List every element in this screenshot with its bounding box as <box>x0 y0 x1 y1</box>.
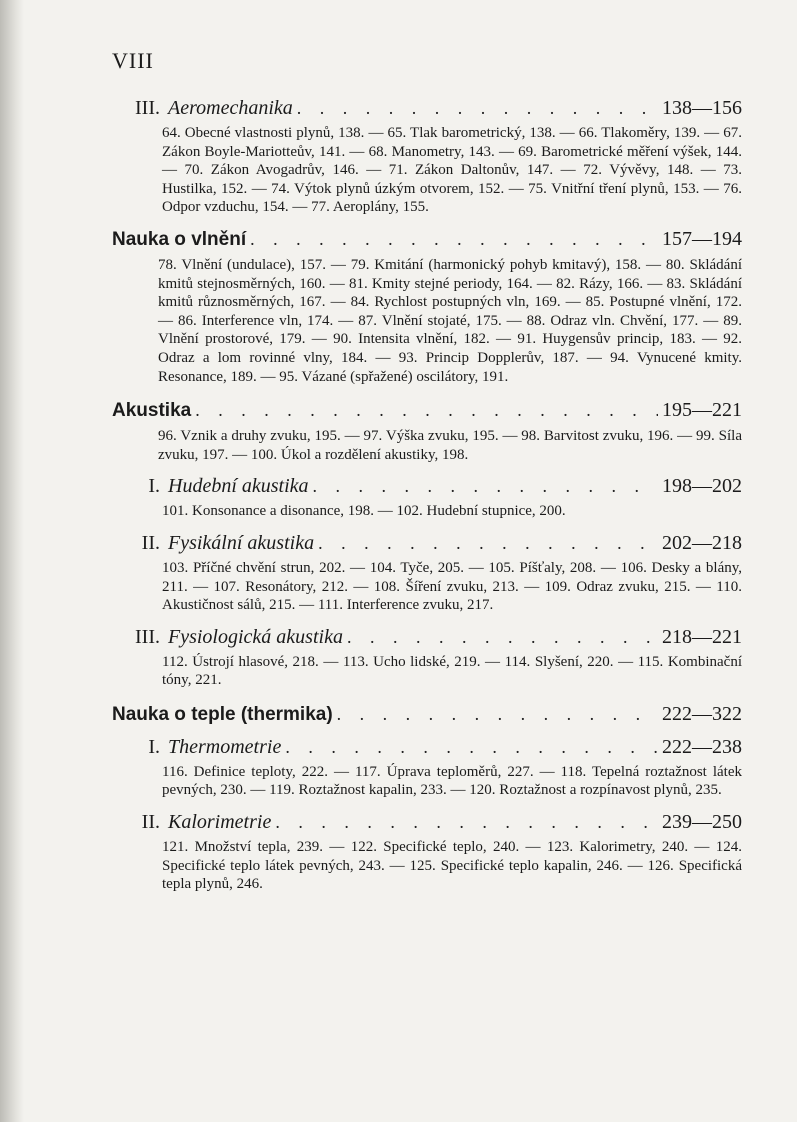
section-pages: 222—322 <box>662 702 742 725</box>
toc-heading <box>112 810 742 834</box>
toc-section-nauka-o-vlneni <box>112 227 742 386</box>
toc-heading <box>112 227 742 252</box>
toc-page <box>112 48 742 1108</box>
leader-dots <box>347 625 658 649</box>
toc-heading <box>112 702 742 727</box>
leader-dots <box>250 227 658 251</box>
leader-dots <box>285 735 658 759</box>
section-pages: 138—156 <box>662 97 742 119</box>
section-detail: 121. Množství tepla, 239. — 122. Specifické teplo, 240. — 123. Kalorimetry, 240. — 124. Specifické teplo látek pevných, 243. — 125. Specifické teplo kapalin, 246. — 126. Specifická tepla plynů, 246. <box>162 839 742 893</box>
section-roman: III. <box>135 625 160 648</box>
section-pages: 239—250 <box>662 811 742 834</box>
leader-dots <box>318 531 658 555</box>
leader-dots <box>297 96 658 120</box>
section-title: Nauka o vlnění <box>112 228 247 250</box>
section-pages: 222—238 <box>662 735 742 758</box>
page-edge-shadow <box>0 0 24 1122</box>
toc-heading <box>112 474 742 498</box>
section-roman: I. <box>148 475 160 498</box>
section-pages: 195—221 <box>662 399 742 422</box>
section-detail: 103. Příčné chvění strun, 202. — 104. Tyče, 205. — 105. Píšťaly, 208. — 106. Desky a blány, 211. — 107. Resonátory, 212. — 108. Šíření zvuku, 213. — 109. Odraz zvuku, 215. — 110. Akustičnost sálů, 215. — 111. Interference zvuku, 217. <box>162 559 742 614</box>
section-title: Kalorimetrie <box>168 811 272 834</box>
section-title: Hudební akustika <box>168 475 309 498</box>
section-title: Fysiologická akustika <box>168 625 343 648</box>
toc-heading <box>112 735 742 759</box>
toc-section-fysiologicka-akustika <box>112 625 742 690</box>
toc-section-akustika <box>112 398 742 464</box>
toc-heading <box>112 625 742 649</box>
section-roman: III. <box>135 97 160 119</box>
section-detail: 116. Definice teploty, 222. — 117. Úprava teploměrů, 227. — 118. Tepelná roztažnost látek pevných, 230. — 119. Roztažnost kapalin, 233. — 120. Roztažnost a rozpínavost plynů, 235. <box>162 763 742 799</box>
leader-dots <box>313 474 658 498</box>
section-detail: 101. Konsonance a disonance, 198. — 102. Hudební stupnice, 200. <box>162 503 566 520</box>
section-title: Akustika <box>112 400 192 422</box>
section-detail: 112. Ústrojí hlasové, 218. — 113. Ucho lidské, 219. — 114. Slyšení, 220. — 115. Kombinační tóny, 221. <box>162 653 742 689</box>
section-roman: I. <box>148 735 160 758</box>
section-title: Aeromechanika <box>168 97 293 119</box>
toc-section-hudebni-akustika <box>112 474 742 521</box>
toc-section-fysikalni-akustika <box>112 531 742 615</box>
section-pages: 218—221 <box>662 625 742 648</box>
section-detail: 78. Vlnění (undulace), 157. — 79. Kmitání (harmonický pohyb kmitavý), 158. — 80. Skládání kmitů stejnosměrných, 160. — 81. Kmity stejné periody, 164. — 82. Rázy, 166. — 83. Skládání kmitů různosměrných, 167. — 84. Rychlost postupných vln, 169. — 85. Postupné vlnění, 172. — 86. Interference vln, 174. — 87. Vlnění stojaté, 175. — 88. Odraz vln. Chvění, 177. — 89. Vlnění prostorové, 179. — 90. Intensita vlnění, 182. — 91. Huygensův princip, 183. — 92. Odraz a lom rovinné vlny, 184. — 93. Princip Dopplerův, 187. — 94. Vynucené kmity. Resonance, 189. — 95. Vázané (spřažené) oscilátory, 191. <box>158 256 742 385</box>
section-pages: 157—194 <box>662 227 742 250</box>
toc-section-kalorimetrie <box>112 810 742 894</box>
toc-section-thermometrie <box>112 735 742 800</box>
leader-dots <box>275 810 658 834</box>
section-title: Fysikální akustika <box>168 531 315 554</box>
toc-heading <box>112 398 742 423</box>
toc-section-aeromechanika <box>112 96 742 217</box>
section-title: Thermometrie <box>168 735 282 758</box>
toc-section-nauka-o-teple <box>112 702 742 727</box>
toc-heading <box>112 531 742 555</box>
section-roman: II. <box>141 811 160 834</box>
section-pages: 202—218 <box>662 531 742 554</box>
section-detail: 64. Obecné vlastnosti plynů, 138. — 65. Tlak barometrický, 138. — 66. Tlakoměry, 139. — 67. Zákon Boyle-Mariotteův, 141. — 68. Manometry, 143. — 69. Barometrické měření výšek, 144. — 70. Zákon Avogadrův, 146. — 71. Zákon Daltonův, 147. — 72. Vývěvy, 148. — 73. Hustilka, 152. — 74. Výtok plynů úzkým otvorem, 152. — 75. Vnitřní tření plynů, 153. — 76. Odpor vzduchu, 154. — 77. Aeroplány, 155. <box>162 125 742 216</box>
toc-heading <box>112 96 742 120</box>
section-title: Nauka o teple (thermika) <box>112 703 333 725</box>
leader-dots <box>195 398 658 422</box>
section-detail: 96. Vznik a druhy zvuku, 195. — 97. Výška zvuku, 195. — 98. Barvitost zvuku, 196. — 99. Síla zvuku, 197. — 100. Úkol a rozdělení akustiky, 198. <box>158 428 742 463</box>
page-number: VIII <box>112 48 154 73</box>
section-roman: II. <box>141 531 160 554</box>
leader-dots <box>337 702 658 726</box>
section-pages: 198—202 <box>662 475 742 498</box>
